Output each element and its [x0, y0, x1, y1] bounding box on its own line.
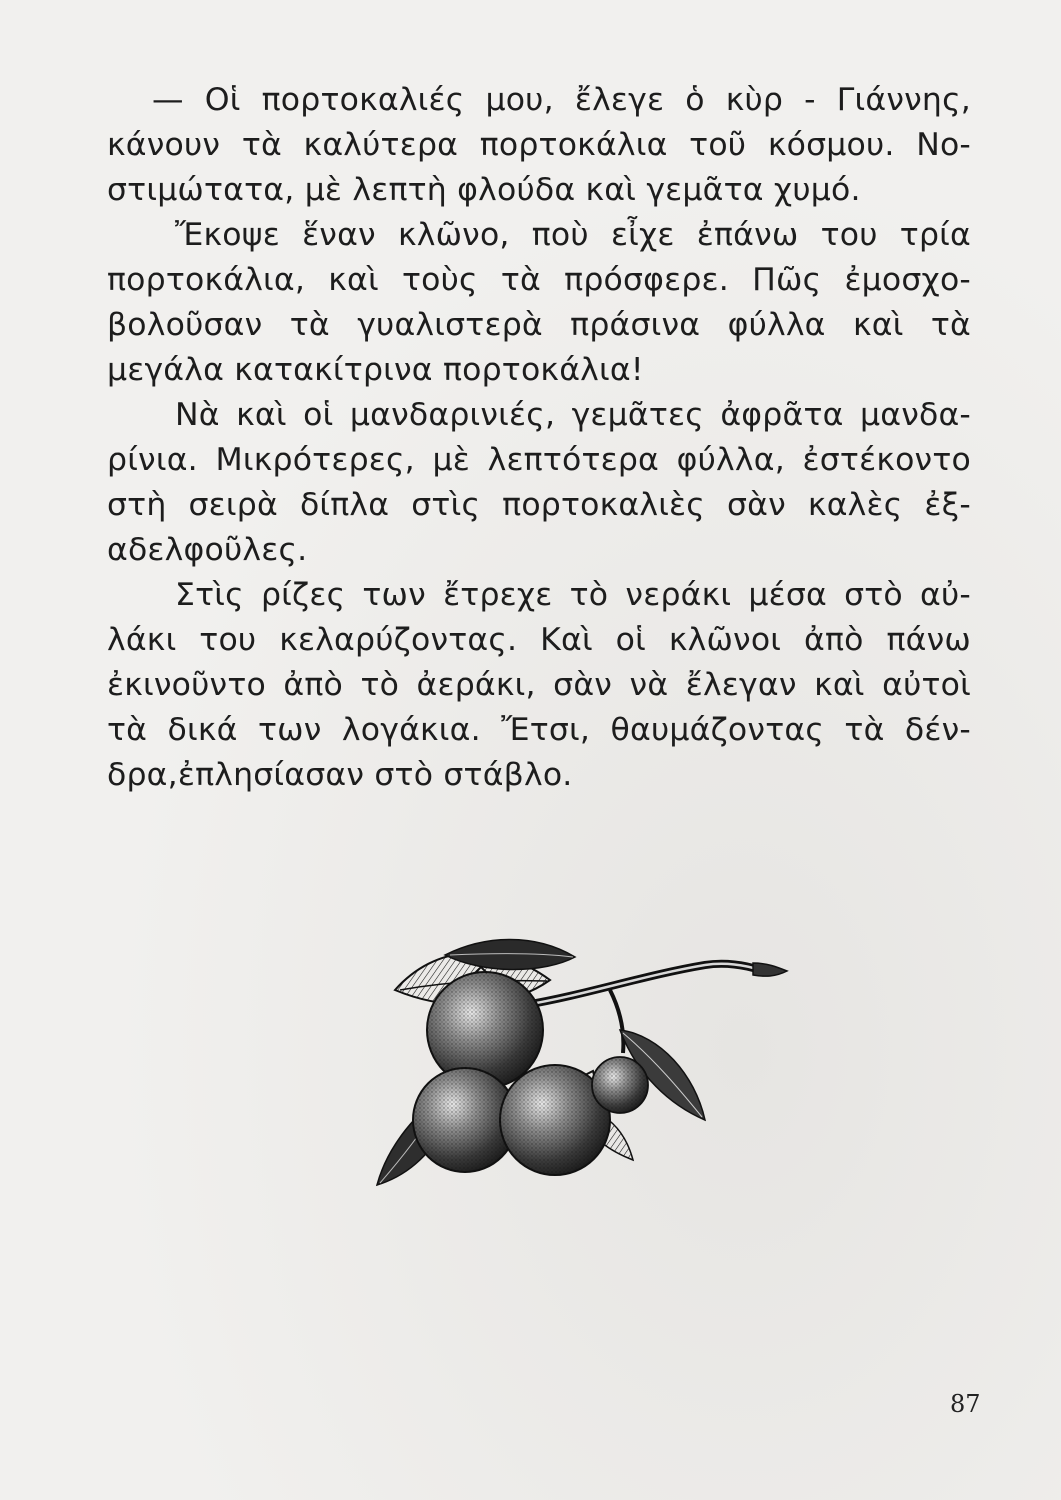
text-line: βολοῦσαν τὰ γυαλιστερὰ πράσινα φύλλα καὶ τὰ — [107, 307, 971, 343]
text-line: λάκι του κελαρύζοντας. Καὶ οἱ κλῶνοι ἀπὸ πάνω — [107, 622, 971, 658]
text-line: ἐκινοῦντο ἀπὸ τὸ ἀεράκι, σὰν νὰ ἔλεγαν καὶ αὐτοὶ — [107, 667, 971, 703]
text-line: μεγάλα κατακίτρινα πορτοκάλια! — [107, 352, 644, 388]
story-text — [107, 78, 971, 798]
text-line: — Οἱ πορτοκαλιές μου, ἔλεγε ὁ κὺρ - Γιάννης, — [152, 82, 971, 118]
text-line: αδελφοῦλες. — [107, 532, 308, 568]
text-line: ρίνια. Μικρότερες, μὲ λεπτότερα φύλλα, ἐστέκοντο — [107, 442, 971, 478]
text-line: κάνουν τὰ καλύτερα πορτοκάλια τοῦ κόσμου. Νο- — [107, 127, 971, 163]
orange-fruit-small — [592, 1057, 648, 1113]
text-line: πορτοκάλια, καὶ τοὺς τὰ πρόσφερε. Πῶς ἐμοσχο- — [107, 262, 971, 298]
page-number: 87 — [950, 1390, 981, 1418]
text-line: τὰ δικά των λογάκια. Ἔτσι, θαυμάζοντας τὰ δέν- — [107, 712, 971, 748]
branch — [525, 963, 787, 1053]
text-line: στὴ σειρὰ δίπλα στὶς πορτοκαλιὲς σὰν καλὲς ἐξ- — [107, 487, 971, 523]
text-line: Νὰ καὶ οἱ μανδαρινιές, γεμᾶτες ἀφρᾶτα μανδα- — [175, 397, 971, 433]
text-line: στιμώτατα, μὲ λεπτὴ φλούδα καὶ γεμᾶτα χυμό. — [107, 172, 861, 208]
text-line: Στὶς ρίζες των ἔτρεχε τὸ νεράκι μέσα στὸ αὐ- — [175, 577, 971, 613]
orange-branch-illustration — [375, 935, 795, 1195]
text-line: δρα,ἐπλησίασαν στὸ στάβλο. — [107, 757, 573, 793]
text-line: Ἔκοψε ἕναν κλῶνο, ποὺ εἶχε ἐπάνω του τρία — [175, 217, 971, 253]
